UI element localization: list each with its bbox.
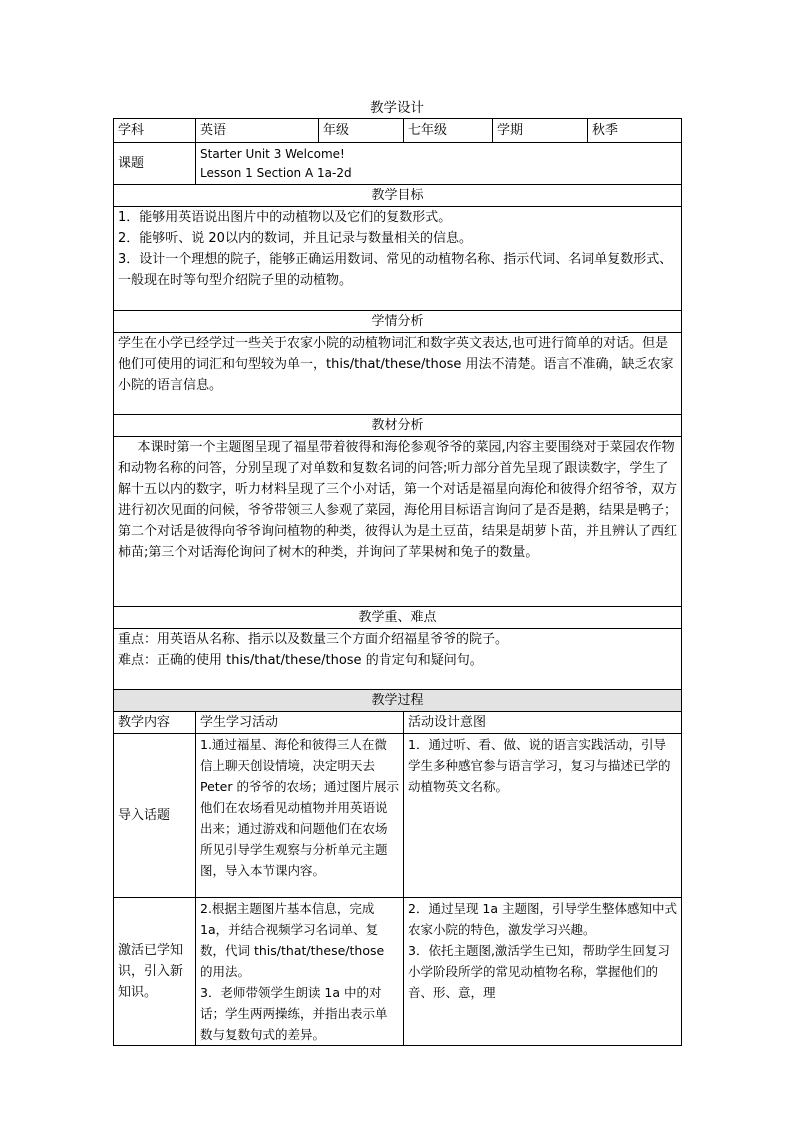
process-row-1-activity: 1.通过福星、海伦和彼得三人在微信上聊天创设情境，决定明天去 Peter 的爷爷的农场；通过图片展示他们在农场看见动植物并用英语说出来；通过游戏和问题他们在农场所见引导学生观察与分析单元主题图，导入本节课内容。 <box>196 734 404 898</box>
material-analysis-body: 本课时第一个主题图呈现了福星带着彼得和海伦参观爷爷的菜园,内容主要围绕对于菜园农作物和动物名称的问答，分别呈现了对单数和复数名词的问答;听力部分首先呈现了跟读数字，学生了解十五以内的数字，听力材料呈现了三个小对话，第一个对话是福星向海伦和彼得介绍爷爷，双方进行初次见面的问候，爷爷带领三人参观了菜园，海伦用目标语言询问了是否是鹅，结果是鸭子；第二个对话是彼得向爷爷询问植物的种类，彼得认为是土豆苗，结果是胡萝卜苗，并且辨认了西红柿苗;第三个对话海伦询问了树木的种类，并询问了苹果树和兔子的数量。 <box>114 437 682 607</box>
process-row-2-intent-1: 2．通过呈现 1a 主题图，引导学生整体感知中式农家小院的特色，激发学习兴趣。 <box>408 901 678 937</box>
topic-value <box>196 143 682 185</box>
grade-label: 年级 <box>319 119 404 143</box>
term-label: 学期 <box>493 119 588 143</box>
objective-item-1: 1．能够用英语说出图片中的动植物以及它们的复数形式。 <box>118 210 452 225</box>
process-row-1 <box>114 734 682 898</box>
process-row-2-activity-1: 2.根据主题图片基本信息，完成 1a，并结合视频学习名词单、复数，代词 this/that/these/those 的用法。 <box>200 901 385 979</box>
subject-label: 学科 <box>114 119 196 143</box>
student-analysis-body: 学生在小学已经学过一些关于农家小院的动植物词汇和数字英文表达,也可进行简单的对话。但是他们可使用的词汇和句型较为单一，this/that/these/those 用法不清楚。语言不准确，缺乏农家小院的语言信息。 <box>114 333 682 415</box>
topic-line-2: Lesson 1 Section A 1a-2d <box>200 165 352 180</box>
topic-line-1: Starter Unit 3 Welcome! <box>200 146 345 161</box>
objective-item-2: 2．能够听、说 20以内的数词，并且记录与数量相关的信息。 <box>118 231 472 246</box>
process-row-2-intent <box>404 898 682 1046</box>
process-row-2-intent-2: 3．依托主题图,激活学生已知，帮助学生回复习小学阶段所学的常见动植物名称，掌握他们的音、形、意，理 <box>408 943 670 1000</box>
process-row-2 <box>114 898 682 1046</box>
student-analysis-header: 学情分析 <box>114 311 682 333</box>
lesson-plan-table <box>113 118 682 1046</box>
key-point: 重点：用英语从名称、指示以及数量三个方面介绍福星爷爷的院子。 <box>118 632 509 647</box>
process-row-2-activity <box>196 898 404 1046</box>
objective-item-3: 3．设计一个理想的院子，能够正确运用数词、常见的动植物名称、指示代词、名词单复数形式、一般现在时等句型介绍院子里的动植物。 <box>118 252 673 288</box>
topic-row <box>114 143 682 185</box>
key-points-header: 教学重、难点 <box>114 607 682 629</box>
material-analysis-header: 教材分析 <box>114 415 682 437</box>
info-row <box>114 119 682 143</box>
key-points-body <box>114 629 682 690</box>
term-value: 秋季 <box>588 119 682 143</box>
process-row-1-content: 导入话题 <box>114 734 196 898</box>
col-activity-header: 学生学习活动 <box>196 712 404 734</box>
process-row-2-activity-2: 3．老师带领学生朗读 1a 中的对话；学生两两操练，并指出表示单数与复数句式的差异。 <box>200 985 388 1042</box>
process-column-headers <box>114 712 682 734</box>
process-header: 教学过程 <box>114 690 682 712</box>
objectives-header: 教学目标 <box>114 185 682 207</box>
process-row-1-intent: 1．通过听、看、做、说的语言实践活动，引导学生多种感官参与语言学习，复习与描述已学的动植物英文名称。 <box>404 734 682 898</box>
objectives-body <box>114 207 682 311</box>
grade-value: 七年级 <box>404 119 493 143</box>
document-title: 教学设计 <box>370 100 424 116</box>
topic-label: 课题 <box>114 143 196 185</box>
difficulty-point: 难点：正确的使用 this/that/these/those 的肯定句和疑问句。 <box>118 653 483 668</box>
subject-value: 英语 <box>196 119 319 143</box>
process-row-2-content: 激活已学知识，引入新知识。 <box>114 898 196 1046</box>
col-content-header: 教学内容 <box>114 712 196 734</box>
col-intent-header: 活动设计意图 <box>404 712 682 734</box>
